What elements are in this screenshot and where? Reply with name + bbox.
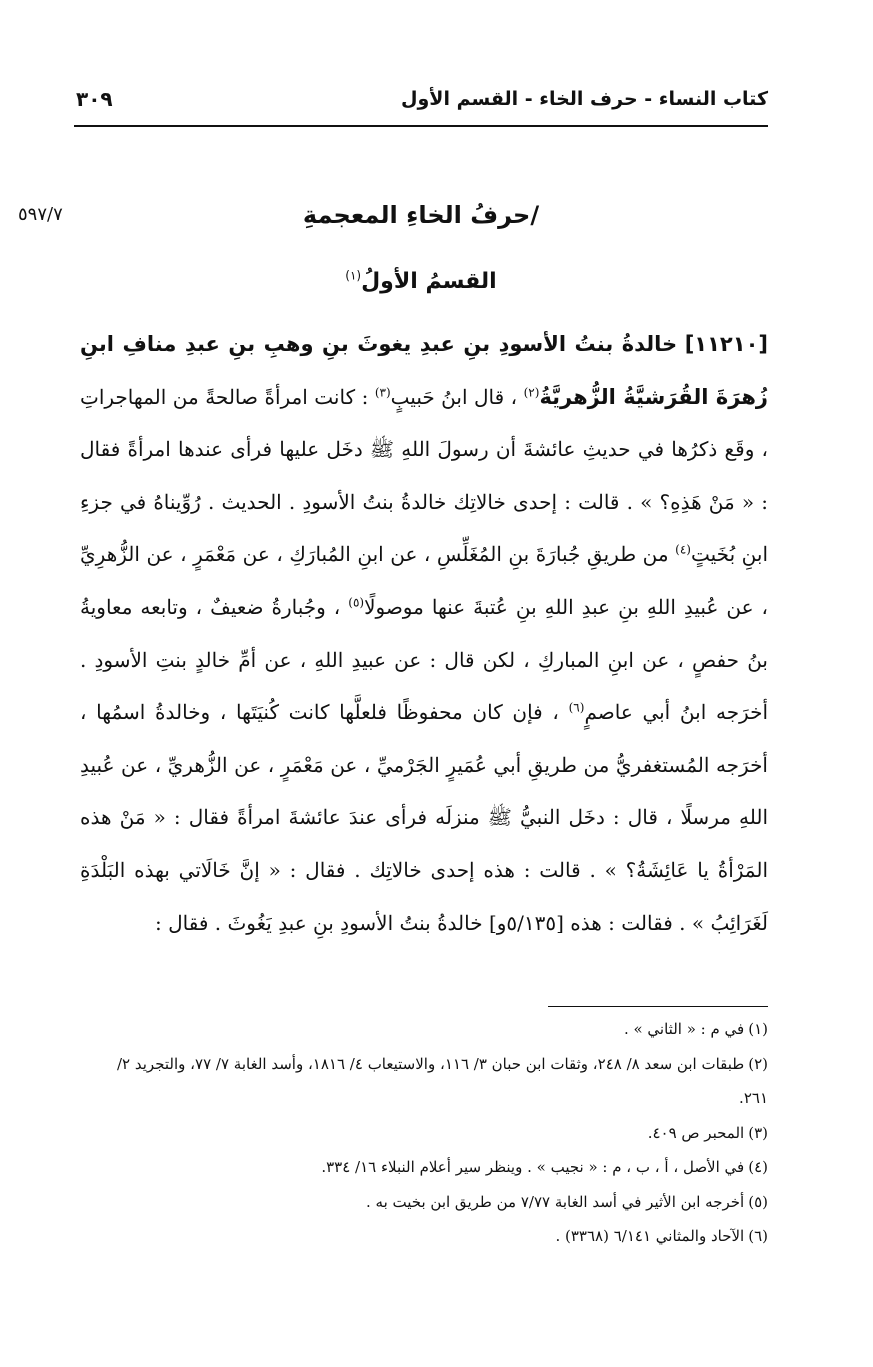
footnote-text: المحبر ص ٤٠٩.	[647, 1123, 745, 1142]
running-header	[72, 84, 768, 120]
footnote-marker-5: (٥)	[348, 595, 365, 610]
page-number: ٣٠٩	[76, 87, 113, 111]
footnote-text: الآحاد والمثاني ٦/١٤١ (٣٣٦٨) .	[555, 1227, 745, 1245]
footnote-text: أخرجه ابن الأثير في أسد الغابة ٧/٧٧ من طريق ابن بخيت به .	[366, 1192, 745, 1211]
footnote-marker-3: (٣)	[374, 384, 391, 399]
entry-text-part-2: : كانت امرأةً صالحةً من المهاجراتِ ، وقَع ذكرُها في حديثِ عائشةَ أن رسولَ اللهِ ﷺ دخَل عليها فرأى عندها امرأةً فقال : « مَنْ هَذِهِ؟ » . قالت : إحدى خالاتِك خالدةُ بنتُ الأسودِ . الحديث . رُوِّيناهُ في جزءِ ابنِ بُخَيتٍ	[80, 384, 769, 567]
footnote-text: طبقات ابن سعد ٨/ ٢٤٨، وثقات ابن حبان ٣/ ١١٦، والاستيعاب ٤/ ١٨١٦، وأسد الغابة ٧/ ٧٧، والتجريد ٢/ ٢٦١.	[116, 1054, 768, 1107]
footnote-item	[84, 1150, 768, 1185]
footnote-item	[84, 1219, 768, 1254]
footnote-number: (١)	[748, 1020, 768, 1038]
section-heading: /حرفُ الخاءِ المعجمةِ	[302, 201, 540, 229]
footnote-number: (٥)	[748, 1192, 768, 1211]
footnote-item	[84, 1185, 768, 1220]
subsection-title: القسمُ الأولُ	[361, 269, 497, 294]
footnote-rule	[548, 1006, 768, 1007]
footnote-text: في الأصل ، أ ، ب ، م : « نجيب » . وينظر سير أعلام النبلاء ١٦/ ٣٣٤.	[321, 1158, 745, 1176]
entry-number: [١١٢١٠]	[684, 332, 768, 356]
footnote-text: في م : « الثاني » .	[623, 1020, 745, 1038]
entry-title: خالدةُ بنتُ الأسودِ بنِ عبدِ يغوثَ بنِ وهبِ بنِ عبدِ منافِ ابنِ زُهرَةَ القُرَشيَّةُ الزُّهريَّةُ	[80, 332, 769, 409]
footnote-number: (٤)	[748, 1158, 768, 1176]
header-title: كتاب النساء - حرف الخاء - القسم الأول	[401, 88, 768, 110]
entry-text-part-1: ، قال ابنُ حَبيبٍ	[390, 384, 518, 409]
subsection-heading	[74, 262, 768, 302]
entry-text-part-4: ، وجُبارةُ ضعيفٌ ، وتابعه معاويةُ بنُ حفصٍ ، عن ابنِ المباركِ ، لكن قال : عن عبيدِ اللهِ ، عن أمِّ خالدٍ بنتِ الأسودِ . أخرَجه ابنُ أبي عاصمٍ	[80, 594, 769, 725]
footnotes-list	[84, 1012, 768, 1254]
footnote-item	[84, 1047, 768, 1116]
footnote-marker-1: (١)	[345, 268, 362, 283]
footnote-number: (٢)	[748, 1054, 768, 1073]
footnote-item	[84, 1116, 768, 1151]
footnote-number: (٣)	[748, 1123, 768, 1142]
header-rule	[74, 125, 768, 127]
biography-entry	[80, 318, 768, 949]
footnote-number: (٦)	[748, 1227, 768, 1245]
footnote-marker-4: (٤)	[675, 542, 691, 557]
entry-text-part-5: ، فإن كان محفوظًا فلعلَّها كانت كُنيَتَها ، وخالدةُ اسمُها ، أخرَجه المُستغفريُّ من طريقِ أبي عُمَيرٍ الجَرْميِّ ، عن مَعْمَرٍ ، عن الزُّهريِّ ، عن عُبيدِ اللهِ مرسلًا ، قال : دخَل النبيُّ ﷺ منزلَه فرأى عندَ عائشةَ امرأةً فقال : « مَنْ هذه المَرْأةُ يا عَائِشَةُ؟ » . قالت : هذه إحدى خالاتِك . فقال : « إنَّ خَالَاتي بهذه البَلْدَةِ لَغَرَائِبُ » . فقالت : هذه [٥/١٣٥و] خالدةُ بنتُ الأسودِ بنِ عبدِ يَغُوثَ . فقال :	[80, 700, 768, 935]
footnote-marker-2: (٢)	[523, 384, 540, 399]
footnote-item	[84, 1012, 768, 1047]
entry-text-part-3: من طريقِ جُبارَةَ بنِ المُغَلِّسِ ، عن ابنِ المُبارَكِ ، عن مَعْمَرٍ ، عن الزُّهرِيِّ ، عن عُبيدِ اللهِ بنِ عبدِ اللهِ بنِ عُتبةَ عنها موصولًا	[80, 542, 769, 619]
footnote-marker-6: (٦)	[568, 700, 585, 715]
margin-reference: ٥٩٧/٧	[18, 204, 63, 225]
